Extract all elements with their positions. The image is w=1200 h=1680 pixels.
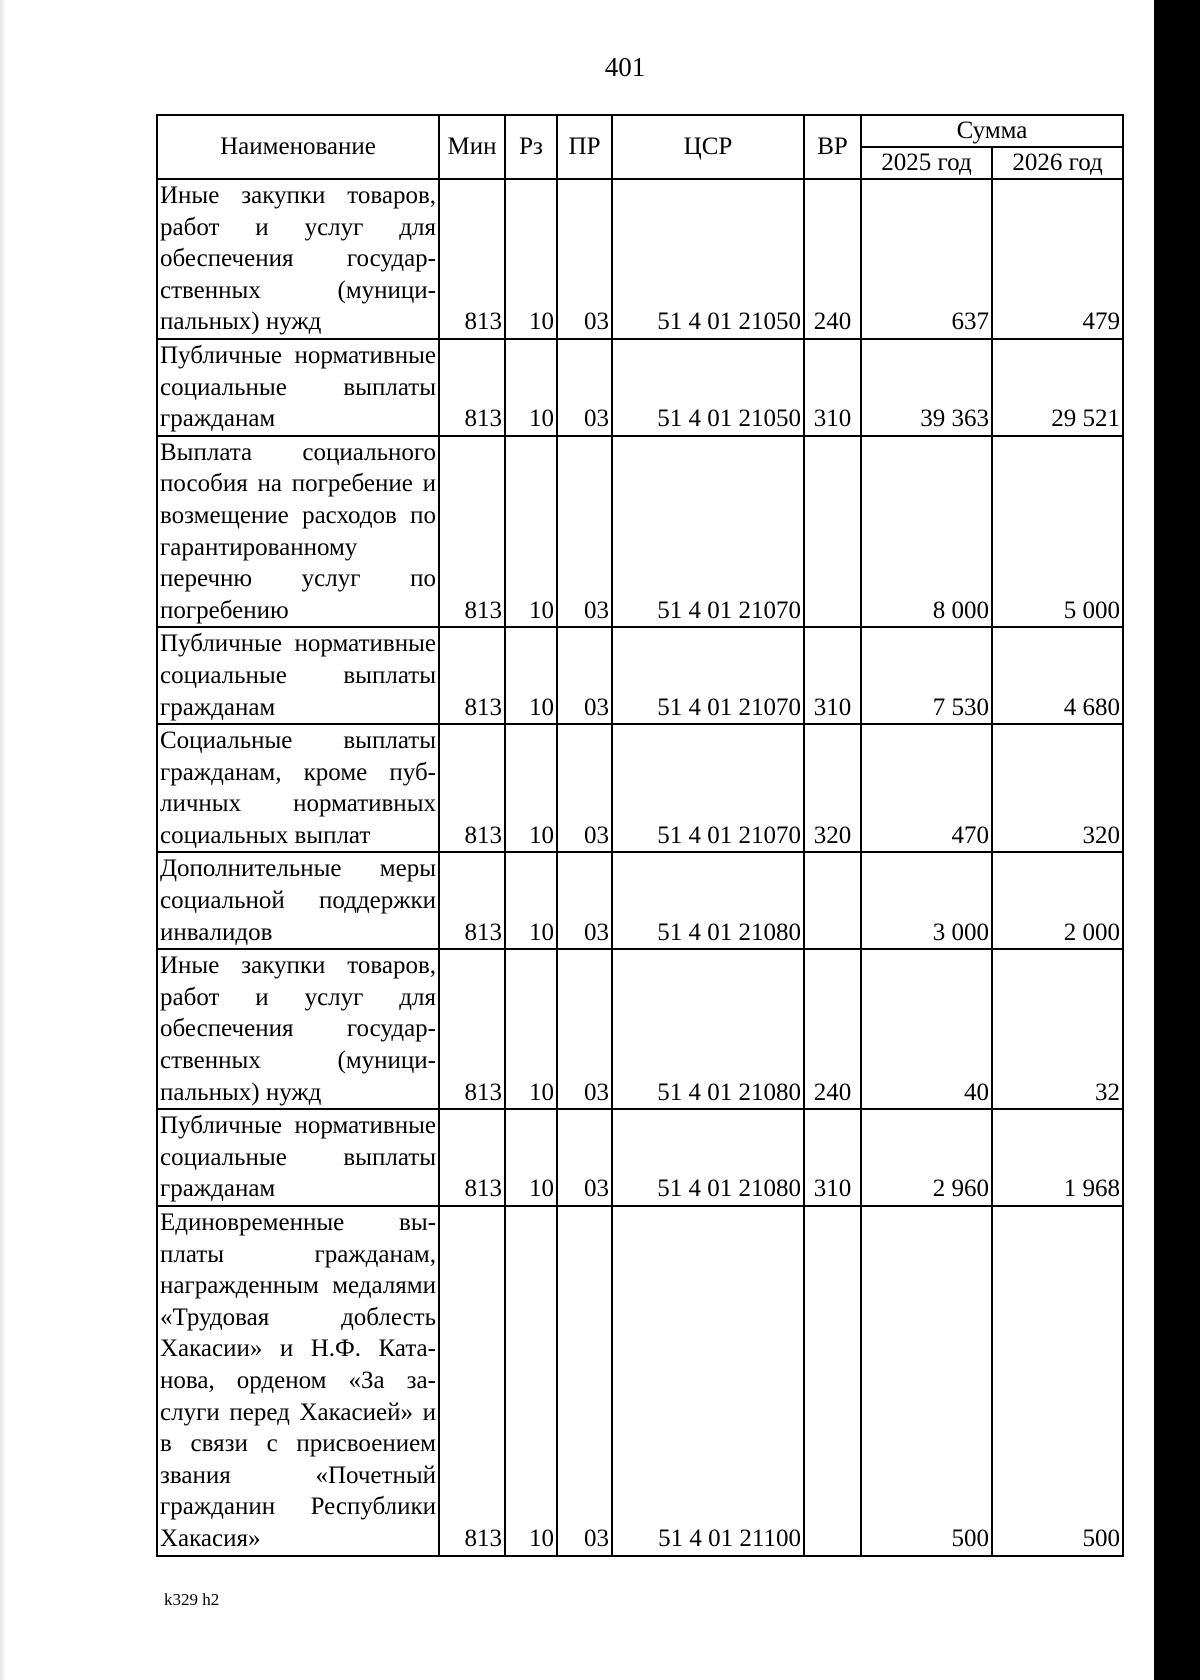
header-name: Наименование	[157, 115, 439, 179]
row-amount-2026: 32	[992, 949, 1123, 1109]
table-row	[157, 339, 1123, 436]
row-min: 813	[439, 436, 505, 628]
row-name: Публичные нормативные социальные выплаты гражданам	[157, 1109, 439, 1206]
row-min: 813	[439, 339, 505, 436]
row-min: 813	[439, 1109, 505, 1206]
table-row	[157, 436, 1123, 628]
row-csr: 51 4 01 21100	[612, 1206, 804, 1556]
header-rz: Рз	[505, 115, 557, 179]
row-rz: 10	[505, 179, 557, 339]
header-pr: ПР	[557, 115, 612, 179]
table-row	[157, 949, 1123, 1109]
row-rz: 10	[505, 436, 557, 628]
row-pr: 03	[557, 179, 612, 339]
header-csr: ЦСР	[612, 115, 804, 179]
row-min: 813	[439, 627, 505, 724]
row-vr	[804, 1206, 861, 1556]
row-vr: 310	[804, 339, 861, 436]
row-min: 813	[439, 179, 505, 339]
row-pr: 03	[557, 436, 612, 628]
row-amount-2025: 8 000	[861, 436, 992, 628]
row-min: 813	[439, 724, 505, 852]
page-number: 401	[604, 52, 646, 82]
row-csr: 51 4 01 21050	[612, 339, 804, 436]
table-row	[157, 1109, 1123, 1206]
table-row	[157, 724, 1123, 852]
row-rz: 10	[505, 1109, 557, 1206]
row-name: Дополнительные меры социальной поддержки инвалидов	[157, 852, 439, 949]
row-name: Социальные выплаты гражданам, кроме публичных нормативных социальных выплат	[157, 724, 439, 852]
footer-code: k329 h2	[164, 1590, 220, 1609]
row-rz: 10	[505, 627, 557, 724]
row-amount-2026: 320	[992, 724, 1123, 852]
row-rz: 10	[505, 339, 557, 436]
header-min: Мин	[439, 115, 505, 179]
row-csr: 51 4 01 21080	[612, 852, 804, 949]
row-name: Иные закупки товаров, работ и услуг для обеспечения государственных (муниципальных) нужд	[157, 179, 439, 339]
row-vr: 310	[804, 627, 861, 724]
table-row	[157, 852, 1123, 949]
header-year-2026: 2026 год	[992, 147, 1123, 179]
row-amount-2026: 29 521	[992, 339, 1123, 436]
row-vr: 240	[804, 179, 861, 339]
row-amount-2025: 2 960	[861, 1109, 992, 1206]
scan-left-edge	[0, 0, 6, 1680]
row-pr: 03	[557, 1206, 612, 1556]
row-amount-2025: 637	[861, 179, 992, 339]
row-amount-2025: 500	[861, 1206, 992, 1556]
table-row	[157, 1206, 1123, 1556]
row-amount-2026: 1 968	[992, 1109, 1123, 1206]
row-name: Публичные нормативные социальные выплаты гражданам	[157, 339, 439, 436]
row-amount-2026: 479	[992, 179, 1123, 339]
row-amount-2026: 500	[992, 1206, 1123, 1556]
row-vr: 310	[804, 1109, 861, 1206]
row-csr: 51 4 01 21070	[612, 627, 804, 724]
row-amount-2025: 470	[861, 724, 992, 852]
budget-table	[156, 114, 1124, 1557]
row-name: Выплата социального пособия на погребение и возмещение расходов по гарантированному перечню услуг по погребению	[157, 436, 439, 628]
row-name: Единовременные выплаты гражданам, награжденным медалями «Трудовая доблесть Хакасии» и Н.Ф. Катанова, орденом «За заслуги перед Хакасией» и в связи с присвоением звания «Почетный гражданин Республики Хакасия»	[157, 1206, 439, 1556]
scan-right-border	[1154, 0, 1200, 1680]
row-vr: 320	[804, 724, 861, 852]
row-min: 813	[439, 1206, 505, 1556]
header-year-2025: 2025 год	[861, 147, 992, 179]
row-pr: 03	[557, 1109, 612, 1206]
row-amount-2025: 3 000	[861, 852, 992, 949]
row-amount-2025: 39 363	[861, 339, 992, 436]
row-amount-2025: 40	[861, 949, 992, 1109]
row-vr	[804, 436, 861, 628]
table-header	[157, 115, 1123, 179]
table-body	[157, 179, 1123, 1556]
row-name: Иные закупки товаров, работ и услуг для обеспечения государственных (муниципальных) нужд	[157, 949, 439, 1109]
row-csr: 51 4 01 21070	[612, 724, 804, 852]
row-rz: 10	[505, 949, 557, 1109]
row-pr: 03	[557, 627, 612, 724]
row-csr: 51 4 01 21050	[612, 179, 804, 339]
row-csr: 51 4 01 21080	[612, 1109, 804, 1206]
row-amount-2026: 5 000	[992, 436, 1123, 628]
table-row	[157, 179, 1123, 339]
row-csr: 51 4 01 21080	[612, 949, 804, 1109]
row-min: 813	[439, 949, 505, 1109]
row-rz: 10	[505, 1206, 557, 1556]
header-sum: Сумма	[861, 115, 1123, 147]
row-rz: 10	[505, 852, 557, 949]
row-csr: 51 4 01 21070	[612, 436, 804, 628]
row-amount-2026: 4 680	[992, 627, 1123, 724]
row-amount-2026: 2 000	[992, 852, 1123, 949]
table-row	[157, 627, 1123, 724]
row-pr: 03	[557, 724, 612, 852]
row-rz: 10	[505, 724, 557, 852]
row-min: 813	[439, 852, 505, 949]
row-amount-2025: 7 530	[861, 627, 992, 724]
row-pr: 03	[557, 949, 612, 1109]
row-vr: 240	[804, 949, 861, 1109]
row-vr	[804, 852, 861, 949]
row-pr: 03	[557, 852, 612, 949]
row-name: Публичные нормативные социальные выплаты гражданам	[157, 627, 439, 724]
row-pr: 03	[557, 339, 612, 436]
header-vr: ВР	[804, 115, 861, 179]
